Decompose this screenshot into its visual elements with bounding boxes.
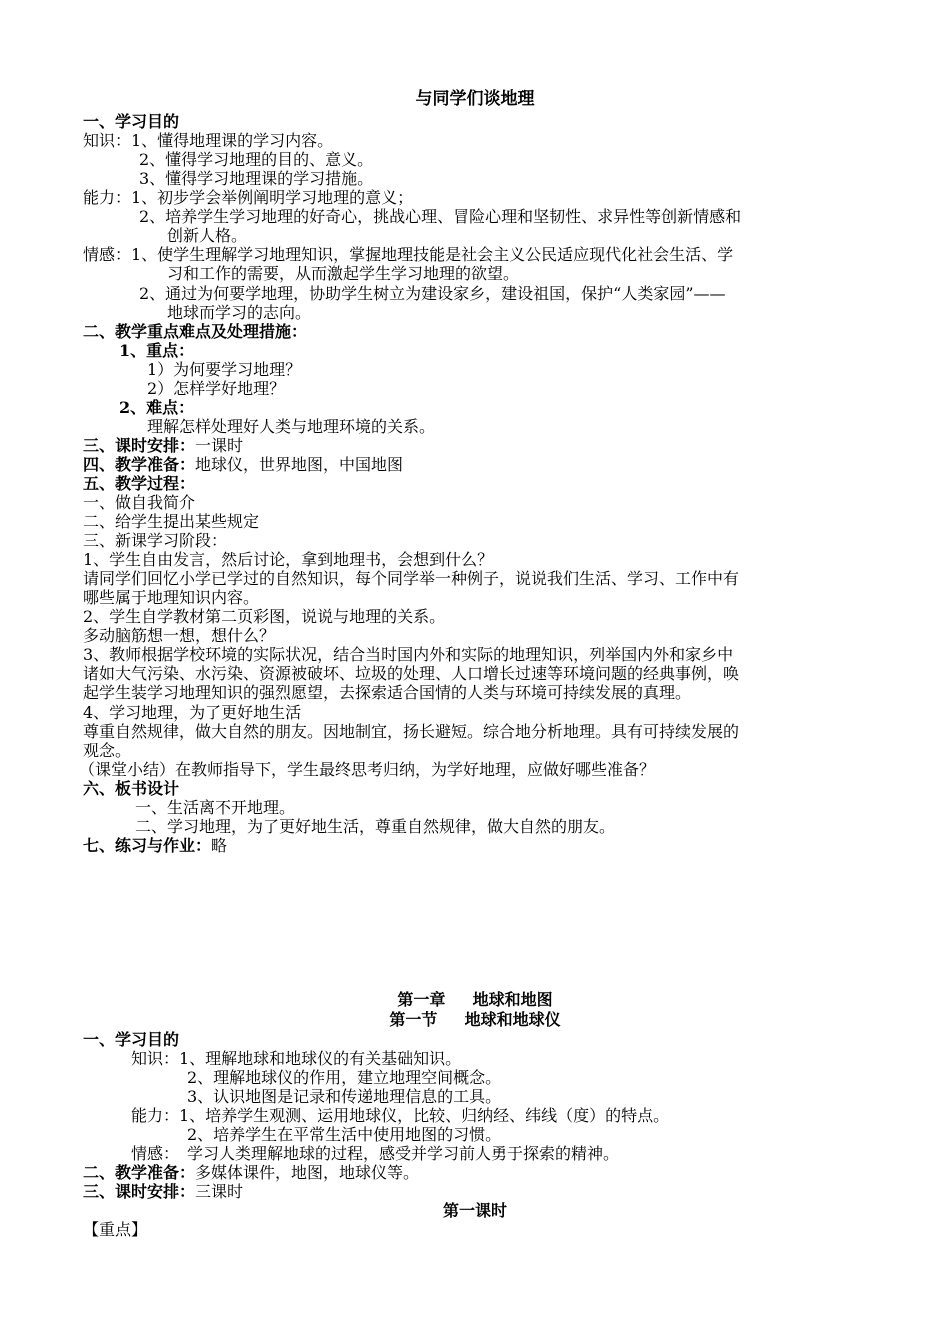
board-item-2: 二、学习地理，为了更好地生活，尊重自然规律，做大自然的朋友。 [135, 817, 616, 836]
difficulty-text: 理解怎样处理好人类与地理环境的关系。 [147, 417, 436, 436]
step-4: 4、学习地理，为了更好地生活 [83, 703, 302, 722]
chapter-schedule-line [83, 1182, 243, 1201]
key-points-bracket-heading: 【重点】 [83, 1220, 148, 1239]
section-heading-objectives: 一、学习目的 [83, 112, 180, 131]
knowledge-item-3: 3、懂得学习地理课的学习措施。 [139, 169, 374, 188]
chapter-knowledge-item-2: 2、理解地球仪的作用，建立地理空间概念。 [187, 1068, 502, 1087]
step-3-line-3: 起学生装学习地理知识的强烈愿望，去探索适合国情的人类与环境可持续发展的真理。 [83, 683, 692, 702]
step-3-line-1: 3、教师根据学校环境的实际状况，结合当时国内外和实际的地理知识，列举国内外和家乡中 [83, 645, 734, 664]
step-4-detail-line-2: 观念。 [83, 741, 132, 760]
section-heading-process: 五、教学过程： [83, 474, 196, 493]
step-1: 1、学生自由发言，然后讨论，拿到地理书，会想到什么？ [83, 550, 494, 569]
preparation-value: 地球仪，世界地图，中国地图 [195, 455, 404, 474]
step-1-detail-line-1: 请同学们回忆小学已学过的自然知识，每个同学举一种例子，说说我们生活、学习、工作中有 [83, 569, 740, 588]
lesson-title: 第一课时 [442, 1201, 507, 1220]
process-item-3: 三、新课学习阶段： [83, 531, 228, 550]
homework-label: 七、练习与作业： [83, 836, 212, 855]
section-heading-board: 六、板书设计 [83, 779, 180, 798]
chapter-preparation-label: 二、教学准备： [83, 1163, 196, 1182]
ability-item-1: 能力：1、初步学会举例阐明学习地理的意义； [83, 188, 414, 207]
schedule-value: 一课时 [195, 436, 244, 455]
key-points-label: 1、重点： [119, 341, 195, 360]
chapter-heading-objectives: 一、学习目的 [83, 1030, 180, 1049]
process-item-2: 二、给学生提出某些规定 [83, 512, 260, 531]
emotion-item-2-line-1: 2、通过为何要学地理，协助学生树立为建设家乡，建设祖国，保护“人类家园”—— [139, 284, 726, 303]
schedule-line [83, 436, 243, 455]
step-2-detail: 多动脑筋想一想，想什么？ [83, 626, 276, 645]
chapter-ability-item-1: 能力：1、培养学生观测、运用地球仪，比较、归纳经、纬线（度）的特点。 [131, 1106, 670, 1125]
chapter-title: 第一章 地球和地图 [397, 990, 553, 1009]
schedule-label: 三、课时安排： [83, 436, 196, 455]
step-1-detail-line-2: 哪些属于地理知识内容。 [83, 588, 260, 607]
step-3-line-2: 诸如大气污染、水污染、资源被破坏、垃圾的处理、人口增长过速等环境问题的经典事例，唤 [83, 664, 740, 683]
board-item-1: 一、生活离不开地理。 [135, 798, 296, 817]
chapter-emotion-item: 情感： 学习人类理解地球的过程，感受并学习前人勇于探索的精神。 [131, 1144, 620, 1163]
key-point-2: 2）怎样学好地理？ [147, 379, 286, 398]
ability-item-2-line-1: 2、培养学生学习地理的好奇心，挑战心理、冒险心理和坚韧性、求异性等创新情感和 [139, 207, 742, 226]
chapter-knowledge-item-1: 知识：1、理解地球和地球仪的有关基础知识。 [131, 1049, 462, 1068]
step-2: 2、学生自学教材第二页彩图，说说与地理的关系。 [83, 607, 446, 626]
key-point-1: 1）为何要学习地理？ [147, 360, 302, 379]
emotion-item-1-line-1: 情感：1、使学生理解学习地理知识，掌握地理技能是社会主义公民适应现代化社会生活、学 [83, 245, 734, 264]
chapter-ability-item-2: 2、培养学生在平常生活中使用地图的习惯。 [187, 1125, 502, 1144]
emotion-item-1-line-2: 习和工作的需要，从而激起学生学习地理的欲望。 [167, 264, 520, 283]
chapter-preparation-line [83, 1163, 419, 1182]
knowledge-item-1: 知识：1、懂得地理课的学习内容。 [83, 131, 334, 150]
step-4-detail-line-1: 尊重自然规律，做大自然的朋友。因地制宜，扬长避短。综合地分析地理。具有可持续发展的 [83, 722, 740, 741]
preparation-label: 四、教学准备： [83, 455, 196, 474]
ability-item-2-line-2: 创新人格。 [167, 226, 248, 245]
page-title: 与同学们谈地理 [415, 89, 535, 109]
section-title: 第一节 地球和地球仪 [389, 1010, 561, 1029]
chapter-knowledge-item-3: 3、认识地图是记录和传递地理信息的工具。 [187, 1087, 502, 1106]
homework-line [83, 836, 227, 855]
process-item-1: 一、做自我简介 [83, 493, 196, 512]
difficulty-label: 2、难点： [119, 398, 195, 417]
chapter-preparation-value: 多媒体课件，地图，地球仪等。 [195, 1163, 420, 1182]
knowledge-item-2: 2、懂得学习地理的目的、意义。 [139, 150, 374, 169]
chapter-schedule-value: 三课时 [195, 1182, 244, 1201]
preparation-line [83, 455, 403, 474]
emotion-item-2-line-2: 地球而学习的志向。 [167, 303, 312, 322]
class-summary: （课堂小结）在教师指导下，学生最终思考归纳，为学好地理，应做好哪些准备？ [79, 760, 656, 779]
homework-value: 略 [211, 836, 228, 855]
section-heading-key-points: 二、教学重点难点及处理措施： [83, 322, 308, 341]
chapter-schedule-label: 三、课时安排： [83, 1182, 196, 1201]
